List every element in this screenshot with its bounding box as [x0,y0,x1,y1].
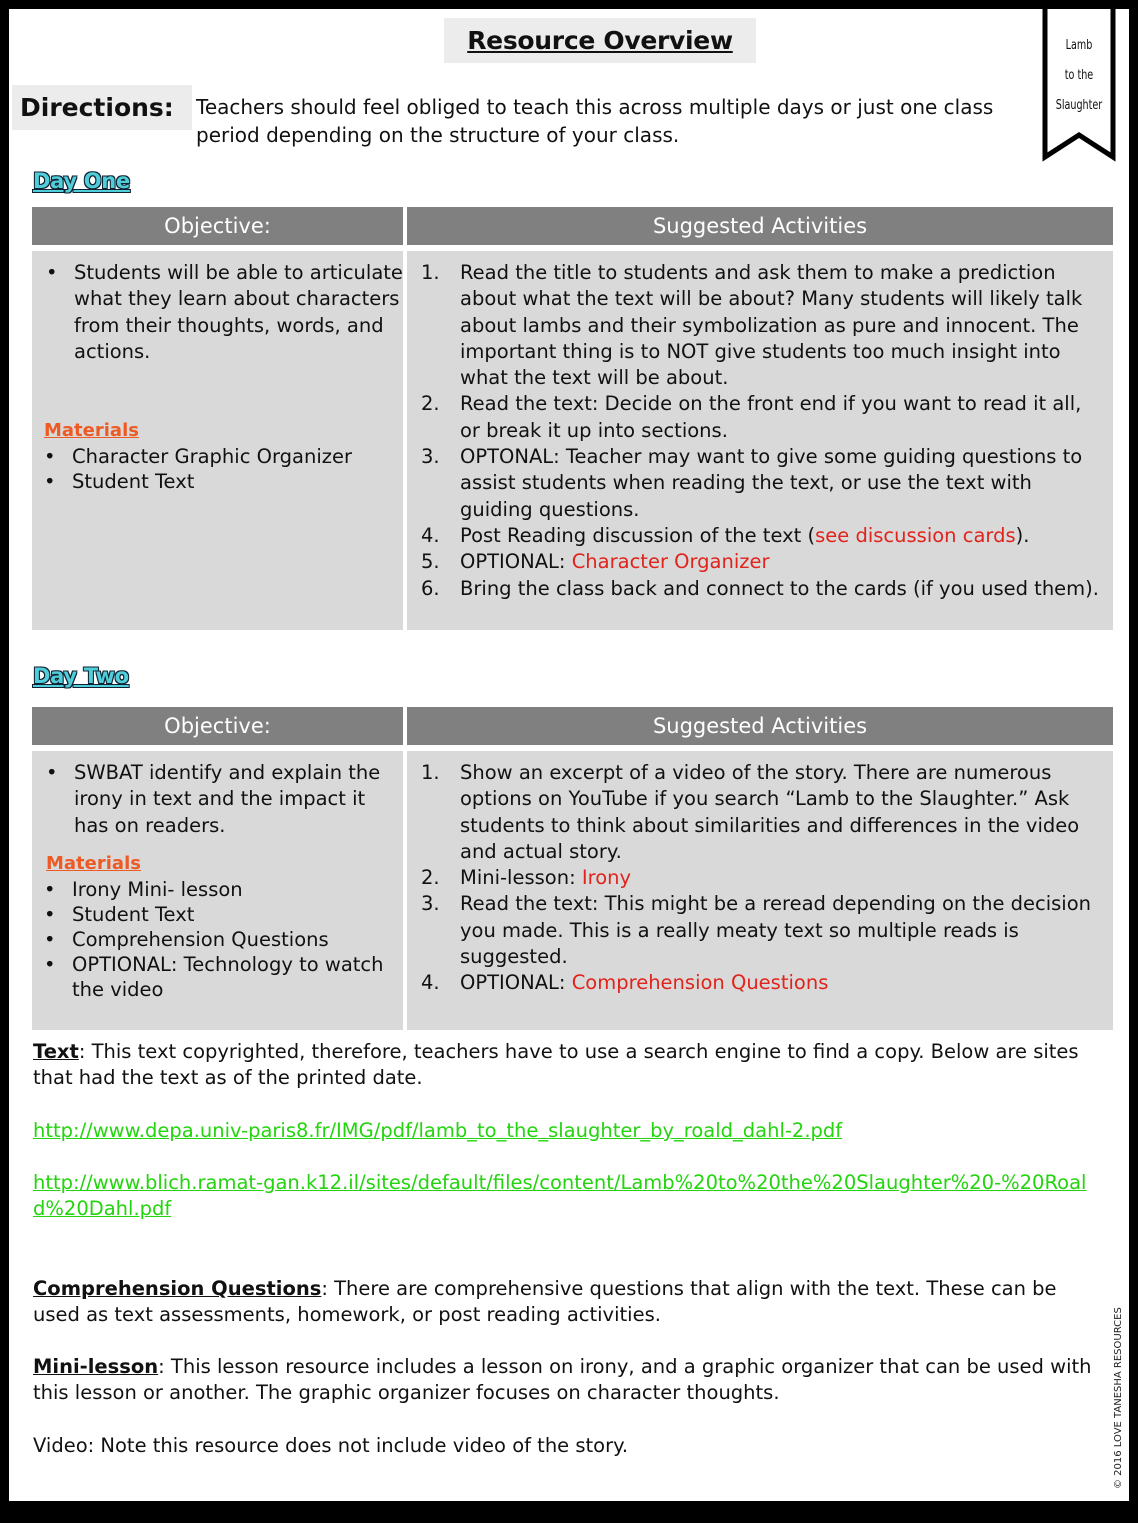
minilesson-note-label: Mini-lesson [33,1355,159,1378]
activity-item [407,523,1101,549]
text-note-body: : This text copyrighted, therefore, teachers have to use a search engine to find a copy. Below are sites that had the text as of the printed date. [33,1040,1079,1090]
activity-item [407,970,1101,996]
bookmark-line: to the [1064,68,1094,83]
comprehension-note-body: : There are comprehensive questions that align with the text. These can be used as text assessments, homework, or post reading activities. [33,1277,1057,1327]
activity-item [407,865,1101,891]
comprehension-questions-link[interactable]: Comprehension Questions [571,971,829,995]
activity-text: OPTIONAL: [460,971,572,995]
activity-item [407,576,1101,602]
activity-text: OPTONAL: Teacher may want to give some guiding questions to assist students when reading the text, or use the text with guiding questions. [460,445,1083,521]
activity-text: Bring the class back and connect to the cards (if you used them). [460,576,1099,600]
objective-list [32,260,403,365]
resource-overview-page [9,9,1129,1501]
directions-text: Teachers should feel obliged to teach this across multiple days or just one class period depending on the structure of your class. [196,95,994,147]
text-note-label: Text [33,1040,79,1063]
activity-number: 6. [421,576,440,600]
title-box [444,18,756,63]
activity-item [407,260,1101,391]
minilesson-note-body: : This lesson resource includes a lesson on irony, and a graphic organizer that can be used with this lesson or another. The graphic organizer focuses on character thoughts. [33,1355,1092,1405]
materials-item: • Student Text [32,902,403,927]
activity-item [407,391,1101,444]
activity-number: 4. [421,523,440,547]
activity-number: 4. [421,971,440,995]
objective-item: • SWBAT identify and explain the irony in text and the impact it has on readers. [32,760,403,839]
activities-header: Suggested Activities [407,207,1113,245]
activity-number: 2. [421,866,440,890]
activity-number: 3. [421,892,440,916]
character-organizer-link[interactable]: Character Organizer [571,550,770,574]
activity-number: 2. [421,392,440,416]
activity-text: Read the title to students and ask them to make a prediction about what the text will be about? Many students will likely talk about lambs and their symbolization as pure and innocent. The important thing is to NOT give students too much insight into what the text will be about. [460,261,1083,390]
copyright-notice: © 2016 LOVE TANESHA RESOURCES [1113,1307,1124,1489]
bookmark-line: Lamb [1065,38,1093,53]
link-block [33,1170,1103,1223]
comprehension-note-label: Comprehension Questions [33,1277,322,1300]
activity-text: OPTIONAL: [460,550,572,574]
activities-list [407,760,1101,997]
materials-item: • Character Graphic Organizer [32,444,403,469]
materials-list [32,444,403,494]
text-link[interactable]: http://www.depa.univ-paris8.fr/IMG/pdf/lamb_to_the_slaughter_by_roald_dahl-2.pdf [33,1119,843,1142]
objective-list [32,760,403,839]
activity-text: Read the text: This might be a reread depending on the decision you made. This is a really meaty text so multiple reads is suggested. [460,892,1092,969]
materials-item: • Comprehension Questions [32,927,403,952]
activity-item [407,891,1101,970]
activity-text: Mini-lesson: [460,866,582,890]
activity-text: ). [1015,523,1030,547]
objective-header: Objective: [32,707,403,745]
objective-cell [32,751,403,1030]
activity-number: 1. [421,761,440,784]
discussion-cards-link[interactable]: see discussion cards [815,523,1016,547]
video-note: Video: Note this resource does not include video of the story. [33,1434,629,1457]
activity-text: Post Reading discussion of the text ( [460,523,816,547]
objective-item: • Students will be able to articulate what they learn about characters from their thoughts, words, and actions. [32,260,403,365]
materials-item: • Irony Mini- lesson [32,877,403,902]
materials-label: Materials [44,420,139,442]
objective-header: Objective: [32,207,403,245]
day-one-heading: Day One [33,169,130,193]
materials-label: Materials [46,852,141,874]
activity-text: Show an excerpt of a video of the story. There are numerous options on YouTube if you search “Lamb to the Slaughter.” Ask students to think about similarities and differences in the video and actual story. [460,761,1080,863]
minilesson-note [33,1354,1103,1407]
comprehension-note [33,1276,1103,1329]
irony-link[interactable]: Irony [581,866,632,890]
materials-item: • Student Text [32,469,403,494]
day-two-heading: Day Two [33,664,129,688]
day-two-table [32,707,1113,1030]
activity-number: 5. [421,550,440,574]
bookmark-line: Slaughter [1055,98,1103,113]
bookmark-label [1049,31,1110,121]
text-note [33,1039,1103,1092]
activity-item [407,549,1101,575]
activity-item [407,444,1101,523]
directions-label: Directions: [12,85,192,130]
activity-number: 3. [421,445,440,469]
link-block [33,1118,1103,1144]
activities-list [407,260,1101,602]
activities-header: Suggested Activities [407,707,1113,745]
materials-item: • OPTIONAL: Technology to watch the video [32,952,403,1002]
text-link[interactable]: http://www.blich.ramat-gan.k12.il/sites/default/files/content/Lamb%20to%20the%20Slaughter%20-%20Roald%20Dahl.pdf [33,1171,1087,1221]
activity-number: 1. [421,261,440,284]
materials-list [32,877,403,1002]
page-title: Resource Overview [467,26,733,55]
activities-cell [407,751,1113,1030]
activity-text: Read the text: Decide on the front end if you want to read it all, or break it up into sections. [460,392,1082,442]
activities-cell [407,251,1113,630]
activity-item [407,760,1101,865]
objective-cell [32,251,403,630]
day-one-table [32,207,1113,630]
